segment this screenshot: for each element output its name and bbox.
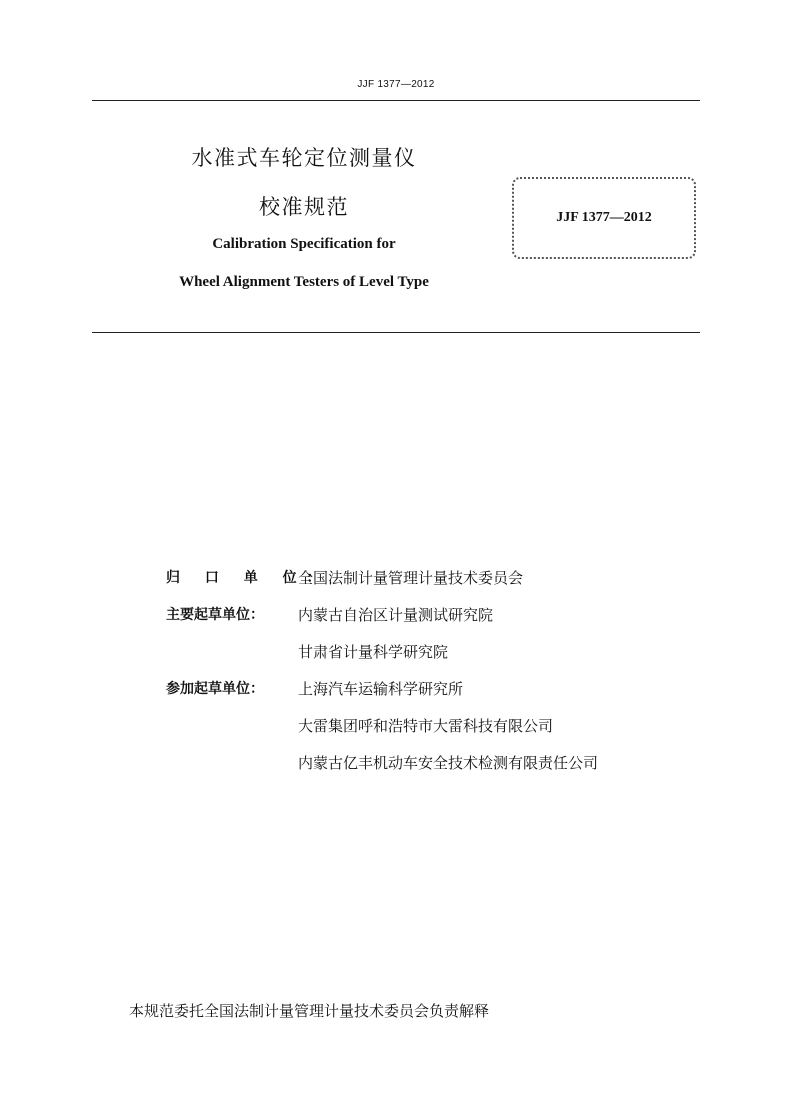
participating-unit-label: 参加起草单位： [166, 681, 264, 697]
standard-code-text: JJF 1377—2012 [556, 210, 652, 225]
participating-unit-value: 大雷集团呼和浩特市大雷科技有限公司 [298, 717, 554, 735]
header-standard-code: JJF 1377—2012 [357, 79, 435, 90]
main-drafting-unit-value: 甘肃省计量科学研究院 [298, 643, 449, 661]
main-drafting-unit-label: 主要起草单位： [166, 607, 264, 623]
interpretation-note: 本规范委托全国法制计量管理计量技术委员会负责解释 [129, 1002, 490, 1020]
standard-code-box [512, 177, 696, 259]
title-chinese-line-1: 水准式车轮定位测量仪 [191, 146, 417, 170]
header-divider [92, 100, 700, 101]
participating-unit-value: 上海汽车运输科学研究所 [298, 680, 464, 698]
title-english-line-1: Calibration Specification for [212, 236, 396, 252]
title-divider [92, 332, 700, 333]
participating-unit-value: 内蒙古亿丰机动车安全技术检测有限责任公司 [298, 754, 599, 772]
main-drafting-unit-value: 内蒙古自治区计量测试研究院 [298, 606, 494, 624]
title-chinese-line-2: 校准规范 [259, 195, 349, 219]
responsible-unit-value: 全国法制计量管理计量技术委员会 [298, 569, 524, 587]
title-english-line-2: Wheel Alignment Testers of Level Type [179, 274, 429, 290]
responsible-unit-label: 归 口 单 位： [166, 570, 331, 586]
